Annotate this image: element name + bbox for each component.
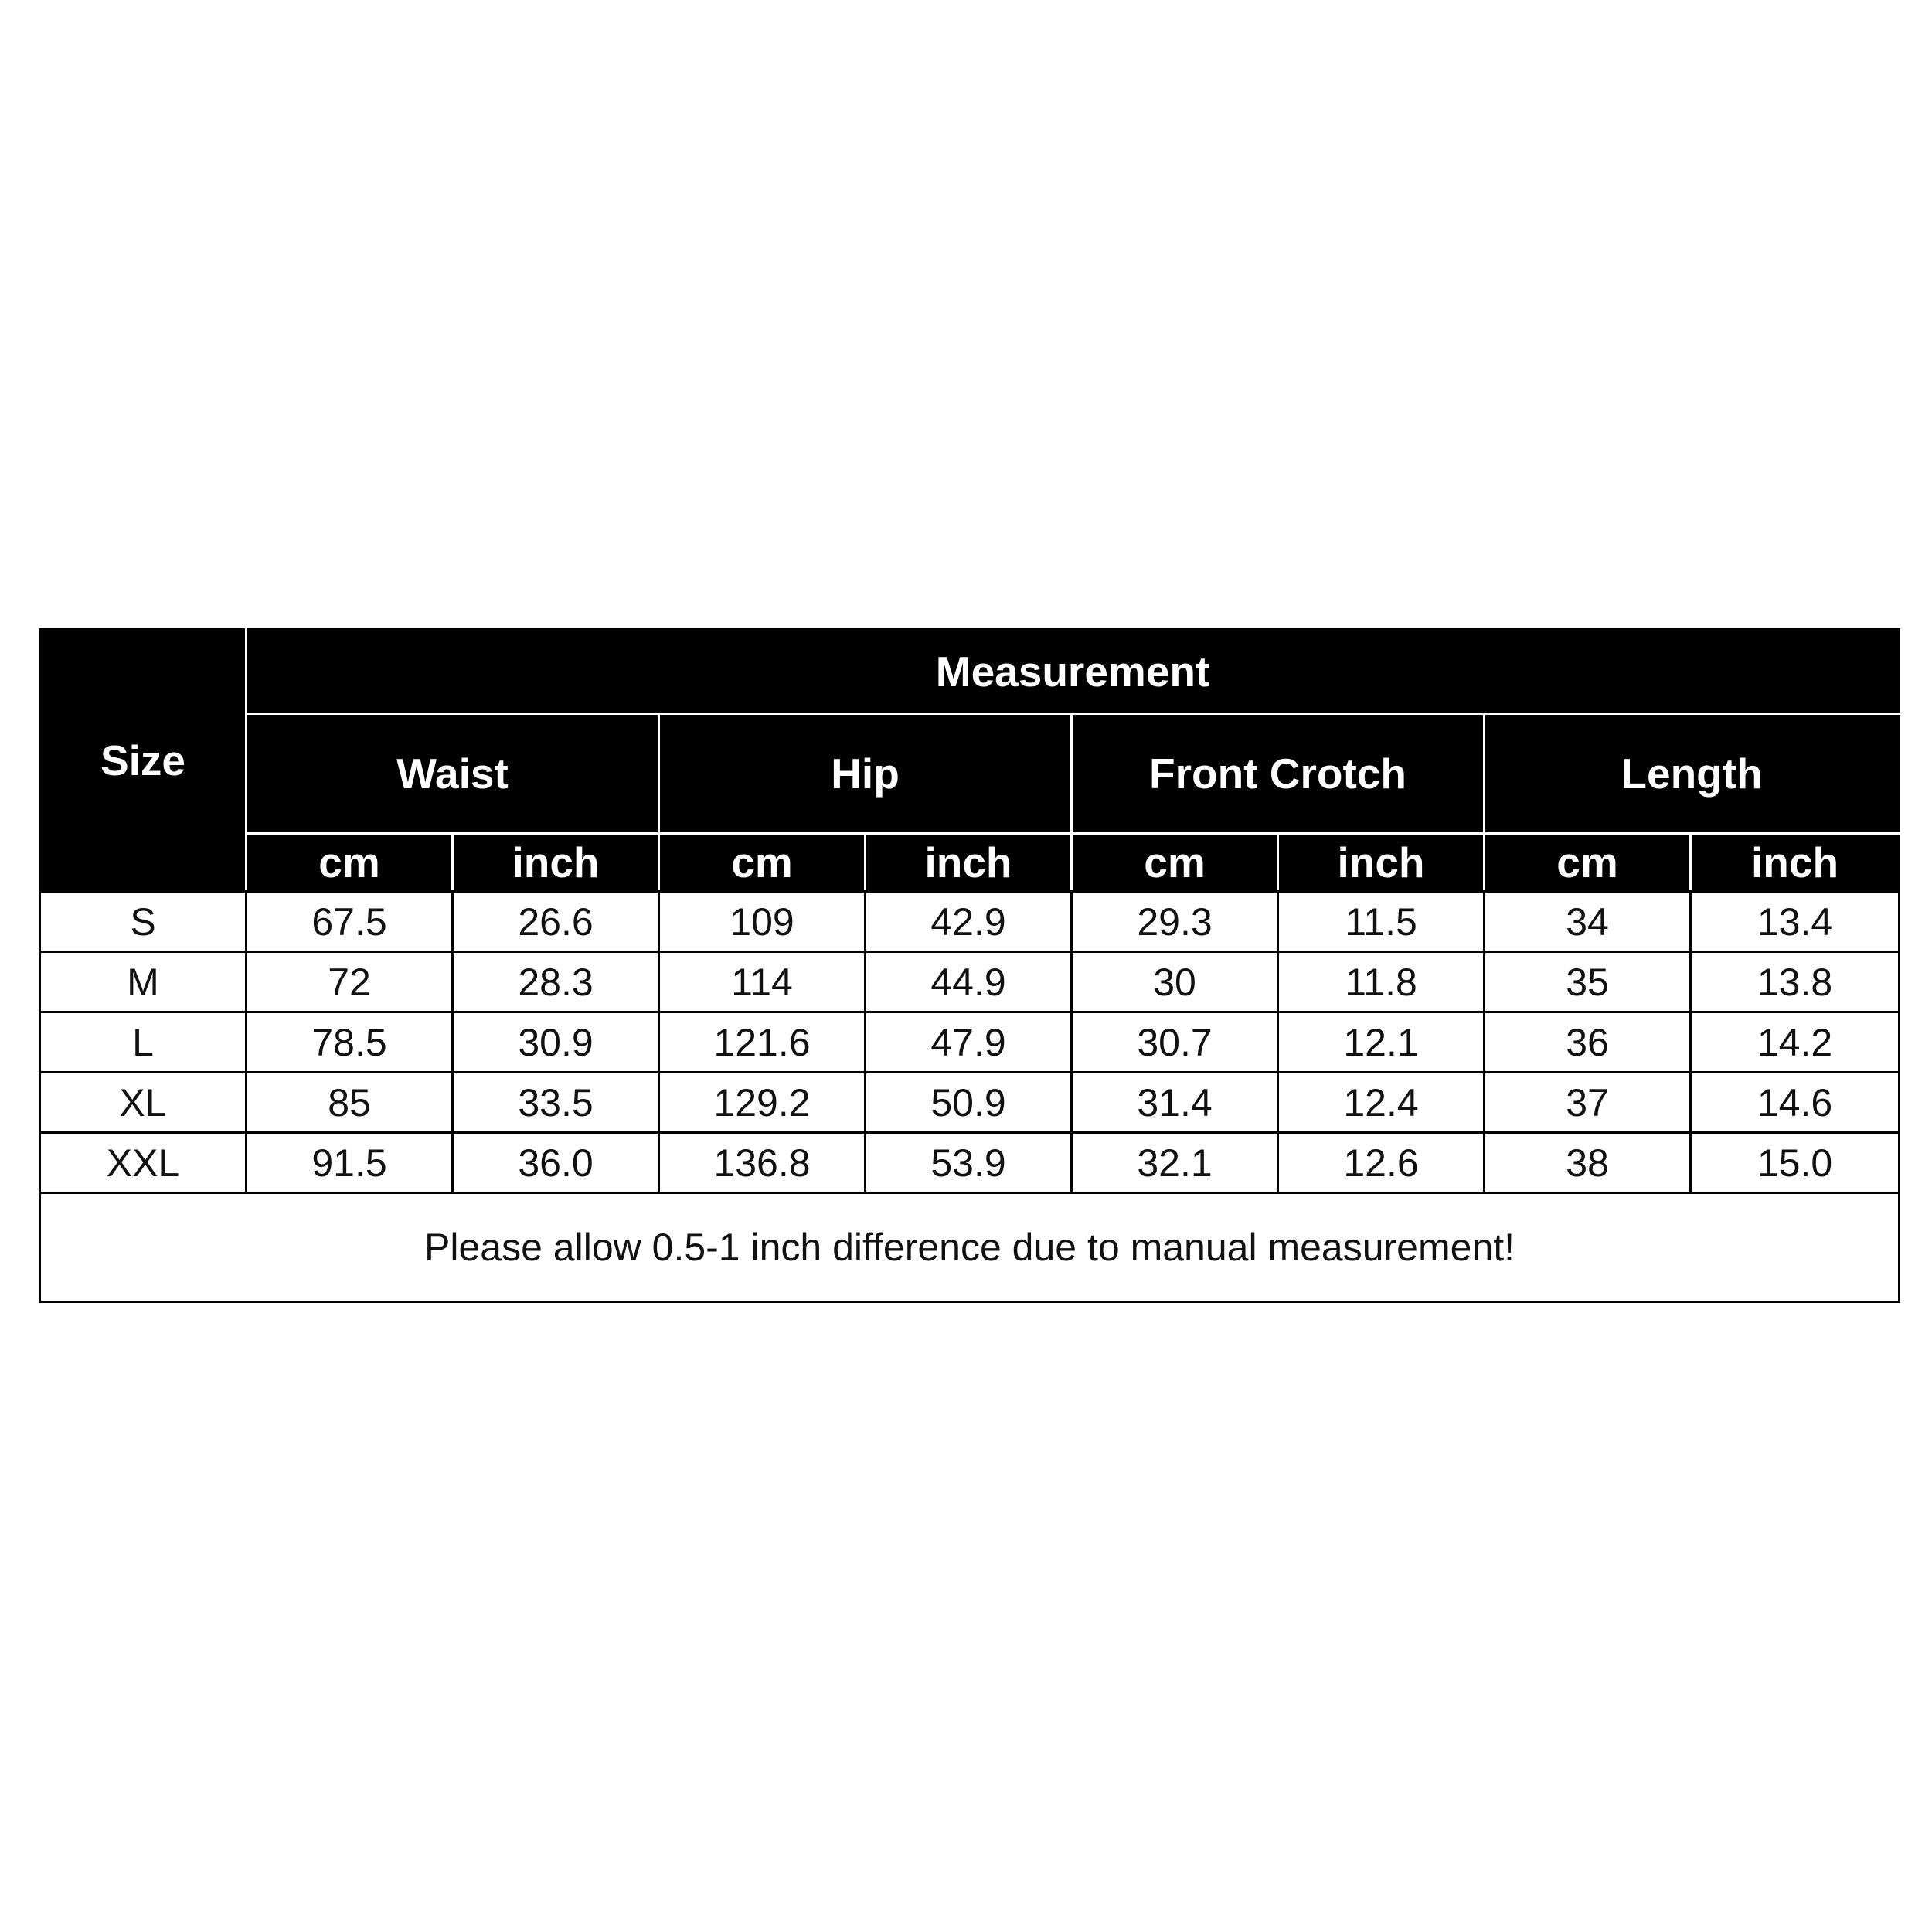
size-cell: XXL bbox=[40, 1133, 247, 1193]
value-cell: 33.5 bbox=[453, 1073, 659, 1133]
group-header-hip: Hip bbox=[659, 714, 1072, 834]
value-cell: 53.9 bbox=[866, 1133, 1072, 1193]
value-cell: 72 bbox=[247, 952, 453, 1012]
unit-header-length-inch: inch bbox=[1691, 834, 1900, 892]
value-cell: 121.6 bbox=[659, 1012, 866, 1073]
measurement-note: Please allow 0.5-1 inch difference due to manual measurement! bbox=[40, 1193, 1900, 1302]
value-cell: 37 bbox=[1485, 1073, 1691, 1133]
value-cell: 85 bbox=[247, 1073, 453, 1133]
value-cell: 30.9 bbox=[453, 1012, 659, 1073]
value-cell: 129.2 bbox=[659, 1073, 866, 1133]
value-cell: 109 bbox=[659, 892, 866, 952]
value-cell: 28.3 bbox=[453, 952, 659, 1012]
size-cell: S bbox=[40, 892, 247, 952]
value-cell: 12.6 bbox=[1278, 1133, 1485, 1193]
unit-header-hip-inch: inch bbox=[866, 834, 1072, 892]
group-header-waist: Waist bbox=[247, 714, 659, 834]
value-cell: 34 bbox=[1485, 892, 1691, 952]
group-header-front-crotch: Front Crotch bbox=[1072, 714, 1485, 834]
unit-header-hip-cm: cm bbox=[659, 834, 866, 892]
group-header-length: Length bbox=[1485, 714, 1900, 834]
note-row bbox=[40, 1193, 1900, 1302]
value-cell: 67.5 bbox=[247, 892, 453, 952]
value-cell: 38 bbox=[1485, 1133, 1691, 1193]
measurement-header: Measurement bbox=[247, 630, 1900, 714]
value-cell: 14.6 bbox=[1691, 1073, 1900, 1133]
value-cell: 30 bbox=[1072, 952, 1278, 1012]
value-cell: 12.1 bbox=[1278, 1012, 1485, 1073]
unit-header-crotch-cm: cm bbox=[1072, 834, 1278, 892]
value-cell: 30.7 bbox=[1072, 1012, 1278, 1073]
value-cell: 11.8 bbox=[1278, 952, 1485, 1012]
size-cell: M bbox=[40, 952, 247, 1012]
unit-header-crotch-inch: inch bbox=[1278, 834, 1485, 892]
value-cell: 11.5 bbox=[1278, 892, 1485, 952]
table-row bbox=[40, 892, 1900, 952]
value-cell: 36 bbox=[1485, 1012, 1691, 1073]
table-row bbox=[40, 1133, 1900, 1193]
value-cell: 136.8 bbox=[659, 1133, 866, 1193]
value-cell: 26.6 bbox=[453, 892, 659, 952]
size-cell: L bbox=[40, 1012, 247, 1073]
size-cell: XL bbox=[40, 1073, 247, 1133]
table-row bbox=[40, 952, 1900, 1012]
value-cell: 47.9 bbox=[866, 1012, 1072, 1073]
value-cell: 29.3 bbox=[1072, 892, 1278, 952]
value-cell: 42.9 bbox=[866, 892, 1072, 952]
value-cell: 32.1 bbox=[1072, 1133, 1278, 1193]
value-cell: 50.9 bbox=[866, 1073, 1072, 1133]
value-cell: 91.5 bbox=[247, 1133, 453, 1193]
unit-header-length-cm: cm bbox=[1485, 834, 1691, 892]
table-row bbox=[40, 1012, 1900, 1073]
size-header: Size bbox=[40, 630, 247, 892]
value-cell: 36.0 bbox=[453, 1133, 659, 1193]
value-cell: 35 bbox=[1485, 952, 1691, 1012]
unit-header-waist-cm: cm bbox=[247, 834, 453, 892]
unit-header-waist-inch: inch bbox=[453, 834, 659, 892]
value-cell: 78.5 bbox=[247, 1012, 453, 1073]
value-cell: 13.4 bbox=[1691, 892, 1900, 952]
value-cell: 15.0 bbox=[1691, 1133, 1900, 1193]
size-chart-table bbox=[39, 628, 1900, 1303]
value-cell: 31.4 bbox=[1072, 1073, 1278, 1133]
value-cell: 114 bbox=[659, 952, 866, 1012]
value-cell: 12.4 bbox=[1278, 1073, 1485, 1133]
table-row bbox=[40, 1073, 1900, 1133]
value-cell: 14.2 bbox=[1691, 1012, 1900, 1073]
value-cell: 44.9 bbox=[866, 952, 1072, 1012]
value-cell: 13.8 bbox=[1691, 952, 1900, 1012]
